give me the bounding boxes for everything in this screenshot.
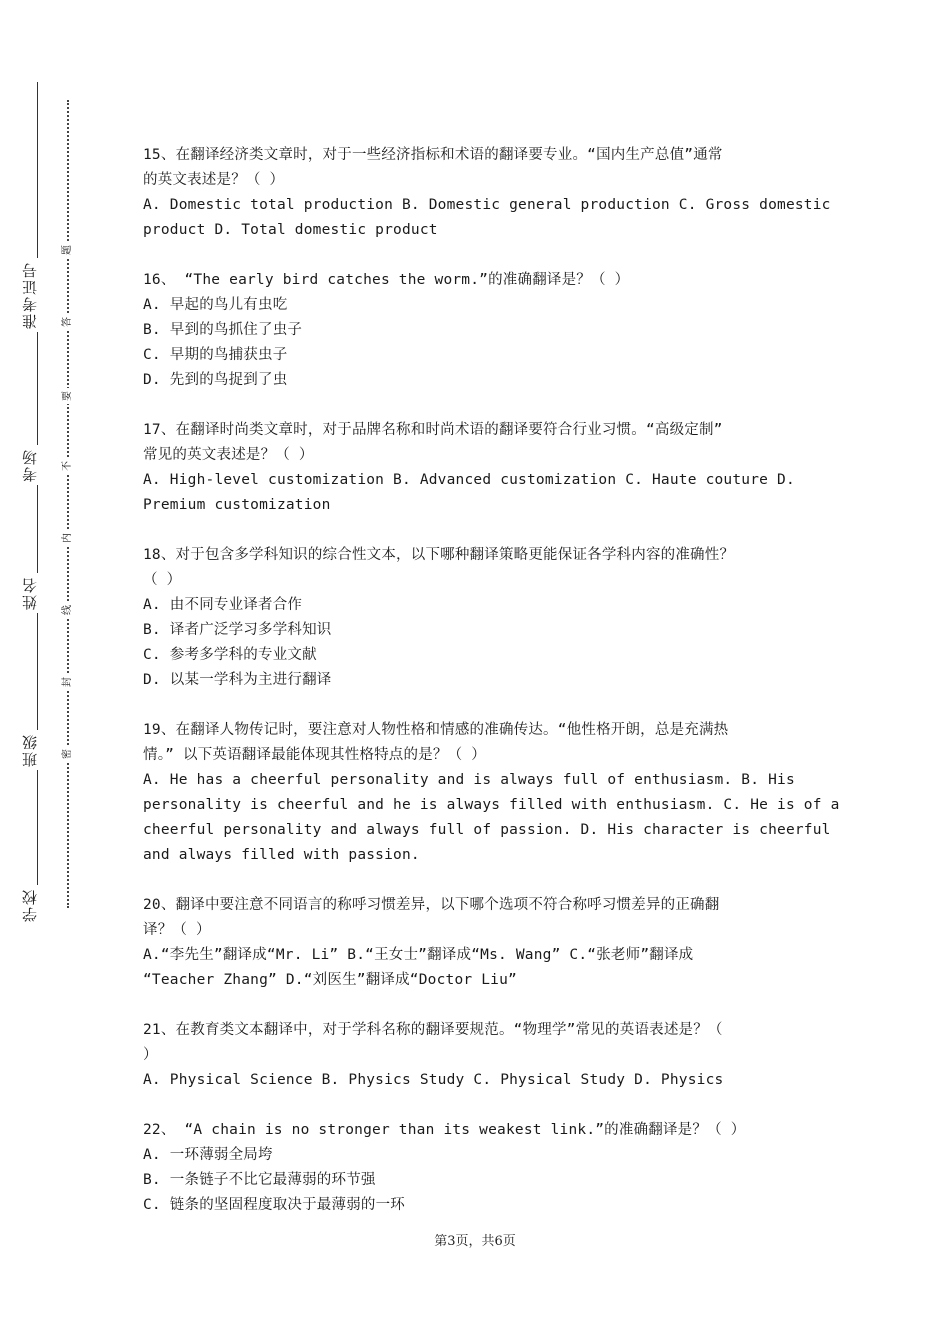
question-15 <box>143 143 831 243</box>
question-stem: 16、 “The early bird catches the worm.”的准确翻译是？（ ） <box>143 272 630 288</box>
label-class: 班级 <box>22 730 52 770</box>
question-stem: （ ） <box>143 572 182 588</box>
option-c: C. 早期的鸟捕获虫子 <box>143 347 288 363</box>
question-stem: 22、 “A chain is no stronger than its weakest link.”的准确翻译是？（ ） <box>143 1122 746 1138</box>
option-c: C. 参考多学科的专业文献 <box>143 647 317 663</box>
question-20 <box>143 893 813 993</box>
option-b: B. 早到的鸟抓住了虫子 <box>143 322 303 338</box>
question-options: A. Domestic total production B. Domestic general production C. Gross domestic <box>143 197 831 213</box>
question-17 <box>143 418 813 518</box>
option-a: A. 早起的鸟儿有虫吃 <box>143 297 288 313</box>
option-d: D. 以某一学科为主进行翻译 <box>143 672 332 688</box>
question-stem: 21、在教育类文本翻译中，对于学科名称的翻译要规范。“物理学”常见的英语表述是？（ <box>143 1022 723 1038</box>
question-stem: 的英文表述是？（ ） <box>143 172 285 188</box>
question-options: cheerful personality and always full of passion. D. His character is cheerful <box>143 822 831 838</box>
option-a: A. 一环薄弱全局垮 <box>143 1147 273 1163</box>
question-options: personality is cheerful and he is always filled with enthusiasm. C. He is of a <box>143 797 840 813</box>
seal-char: 题 <box>62 242 74 258</box>
option-c: C. 链条的坚固程度取决于最薄弱的一环 <box>143 1197 405 1213</box>
question-22 <box>143 1118 813 1218</box>
seal-char: 不 <box>62 458 74 474</box>
question-options: A. Physical Science B. Physics Study C. Physical Study D. Physics <box>143 1072 724 1088</box>
label-name: 姓名 <box>22 573 52 613</box>
question-stem: 19、在翻译人物传记时，要注意对人物性格和情感的准确传达。“他性格开朗，总是充满热 <box>143 722 729 738</box>
question-18 <box>143 543 813 693</box>
question-21 <box>143 1018 813 1093</box>
seal-char: 答 <box>62 314 74 330</box>
question-stem: 常见的英文表述是？（ ） <box>143 447 314 463</box>
question-options: and always filled with passion. <box>143 847 420 863</box>
option-b: B. 一条链子不比它最薄弱的环节强 <box>143 1172 376 1188</box>
question-options: A. He has a cheerful personality and is always full of enthusiasm. B. His <box>143 772 795 788</box>
binding-solid-line <box>37 82 38 922</box>
question-stem: 情。” 以下英语翻译最能体现其性格特点的是？（ ） <box>143 747 486 763</box>
question-stem: 15、在翻译经济类文章时，对于一些经济指标和术语的翻译要专业。“国内生产总值”通常 <box>143 147 723 163</box>
question-stem: 20、翻译中要注意不同语言的称呼习惯差异，以下哪个选项不符合称呼习惯差异的正确翻 <box>143 897 720 913</box>
question-stem: 译？（ ） <box>143 922 211 938</box>
question-options: “Teacher Zhang” D.“刘医生”翻译成“Doctor Liu” <box>143 972 517 988</box>
question-stem: 18、对于包含多学科知识的综合性文本，以下哪种翻译策略更能保证各学科内容的准确性？ <box>143 547 735 563</box>
question-options: product D. Total domestic product <box>143 222 438 238</box>
question-16 <box>143 268 813 393</box>
question-options: A. High-level customization B. Advanced customization C. Haute couture D. <box>143 472 795 488</box>
binding-dotted-line <box>67 100 69 908</box>
label-school: 学校 <box>22 885 52 925</box>
option-a: A. 由不同专业译者合作 <box>143 597 303 613</box>
page-number: 第3页，共6页 <box>434 1234 516 1249</box>
seal-char: 内 <box>62 530 74 546</box>
label-exam-number: 准考证号 <box>22 258 52 332</box>
option-b: B. 译者广泛学习多学科知识 <box>143 622 332 638</box>
binding-margin <box>0 0 100 1344</box>
seal-char: 密 <box>62 746 74 762</box>
question-stem: 17、在翻译时尚类文章时，对于品牌名称和时尚术语的翻译要符合行业习惯。“高级定制” <box>143 422 723 438</box>
question-stem: ） <box>143 1047 158 1063</box>
question-options: A.“李先生”翻译成“Mr. Li” B.“王女士”翻译成“Ms. Wang” C.“张老师”翻译成 <box>143 947 694 963</box>
option-d: D. 先到的鸟捉到了虫 <box>143 372 288 388</box>
seal-char: 封 <box>62 674 74 690</box>
question-list <box>143 143 840 1243</box>
question-options: Premium customization <box>143 497 331 513</box>
seal-char: 线 <box>62 602 74 618</box>
question-19 <box>143 718 840 868</box>
label-exam-room: 考场 <box>22 445 52 485</box>
seal-char: 要 <box>62 388 74 404</box>
